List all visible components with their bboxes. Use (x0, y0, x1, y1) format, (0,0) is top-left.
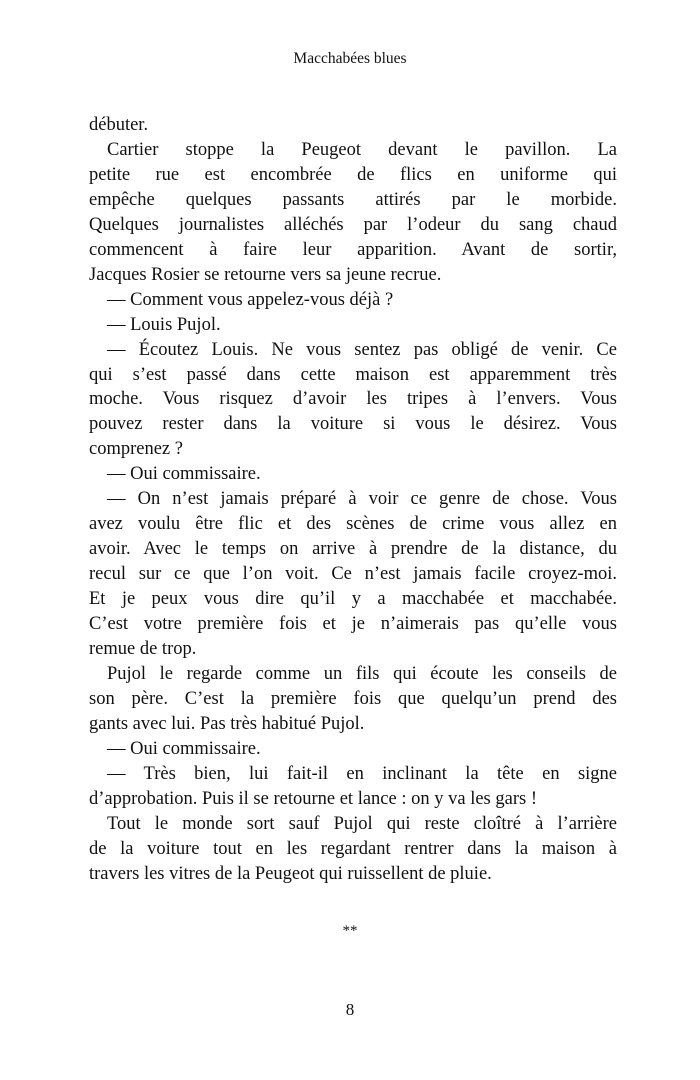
paragraph (89, 113, 617, 138)
text-line: avoir. Avec le temps on arrive à prendre de la distance, du (89, 539, 617, 560)
text-line: comprenez ? (89, 439, 183, 460)
paragraph (89, 288, 617, 313)
paragraph (89, 313, 617, 338)
paragraph (89, 487, 617, 662)
text-line: Et je peux vous dire qu’il y a macchabée et macchabée. (89, 589, 617, 610)
text-line: qui s’est passé dans cette maison est apparemment très (89, 364, 617, 385)
text-line: Jacques Rosier se retourne vers sa jeune recrue. (89, 264, 442, 285)
text-line: Pujol le regarde comme un fils qui écoute les conseils de (107, 663, 617, 684)
text-line: — Louis Pujol. (107, 314, 221, 335)
text-line: — Oui commissaire. (107, 464, 261, 485)
text-line: — On n’est jamais préparé à voir ce genre de chose. Vous (107, 489, 617, 510)
paragraph (89, 662, 617, 737)
text-line: son père. C’est la première fois que quelqu’un prend des (89, 688, 617, 709)
text-line: de la voiture tout en les regardant rentrer dans la maison à (89, 838, 617, 859)
paragraph (89, 812, 617, 887)
text-line: Tout le monde sort sauf Pujol qui reste cloîtré à l’arrière (107, 813, 617, 834)
text-line: C’est votre première fois et je n’aimerais pas qu’elle vous (89, 614, 617, 635)
text-line: Cartier stoppe la Peugeot devant le pavillon. La (107, 139, 617, 160)
text-line: pouvez rester dans la voiture si vous le désirez. Vous (89, 414, 617, 435)
text-line: travers les vitres de la Peugeot qui ruissellent de pluie. (89, 863, 492, 884)
text-line: empêche quelques passants attirés par le morbide. (89, 189, 617, 210)
section-separator: ** (342, 923, 358, 939)
paragraph (89, 138, 617, 288)
paragraph (89, 338, 617, 463)
text-line: recul sur ce que l’on voit. Ce n’est jamais facile croyez-moi. (89, 564, 617, 585)
paragraph (89, 762, 617, 812)
page-number: 8 (345, 1000, 355, 1019)
text-line: gants avec lui. Pas très habitué Pujol. (89, 713, 365, 734)
text-line: — Oui commissaire. (107, 738, 261, 759)
running-header: Macchabées blues (293, 50, 407, 67)
text-line: moche. Vous risquez d’avoir les tripes à l’envers. Vous (89, 389, 617, 410)
text-line: d’approbation. Puis il se retourne et lance : on y va les gars ! (89, 788, 537, 809)
paragraph (89, 462, 617, 487)
text-line: — Très bien, lui fait-il en inclinant la tête en signe (107, 763, 617, 784)
text-line: débuter. (89, 115, 149, 135)
page-body (89, 113, 617, 887)
text-line: Quelques journalistes alléchés par l’odeur du sang chaud (89, 214, 617, 235)
paragraph (89, 737, 617, 762)
text-line: — Écoutez Louis. Ne vous sentez pas obligé de venir. Ce (107, 339, 617, 360)
text-line: avez voulu être flic et des scènes de crime vous allez en (89, 514, 617, 535)
text-line: petite rue est encombrée de flics en uniforme qui (89, 164, 617, 185)
text-line: — Comment vous appelez-vous déjà ? (107, 289, 394, 310)
text-line: remue de trop. (89, 639, 197, 660)
text-line: commencent à faire leur apparition. Avant de sortir, (89, 239, 617, 260)
